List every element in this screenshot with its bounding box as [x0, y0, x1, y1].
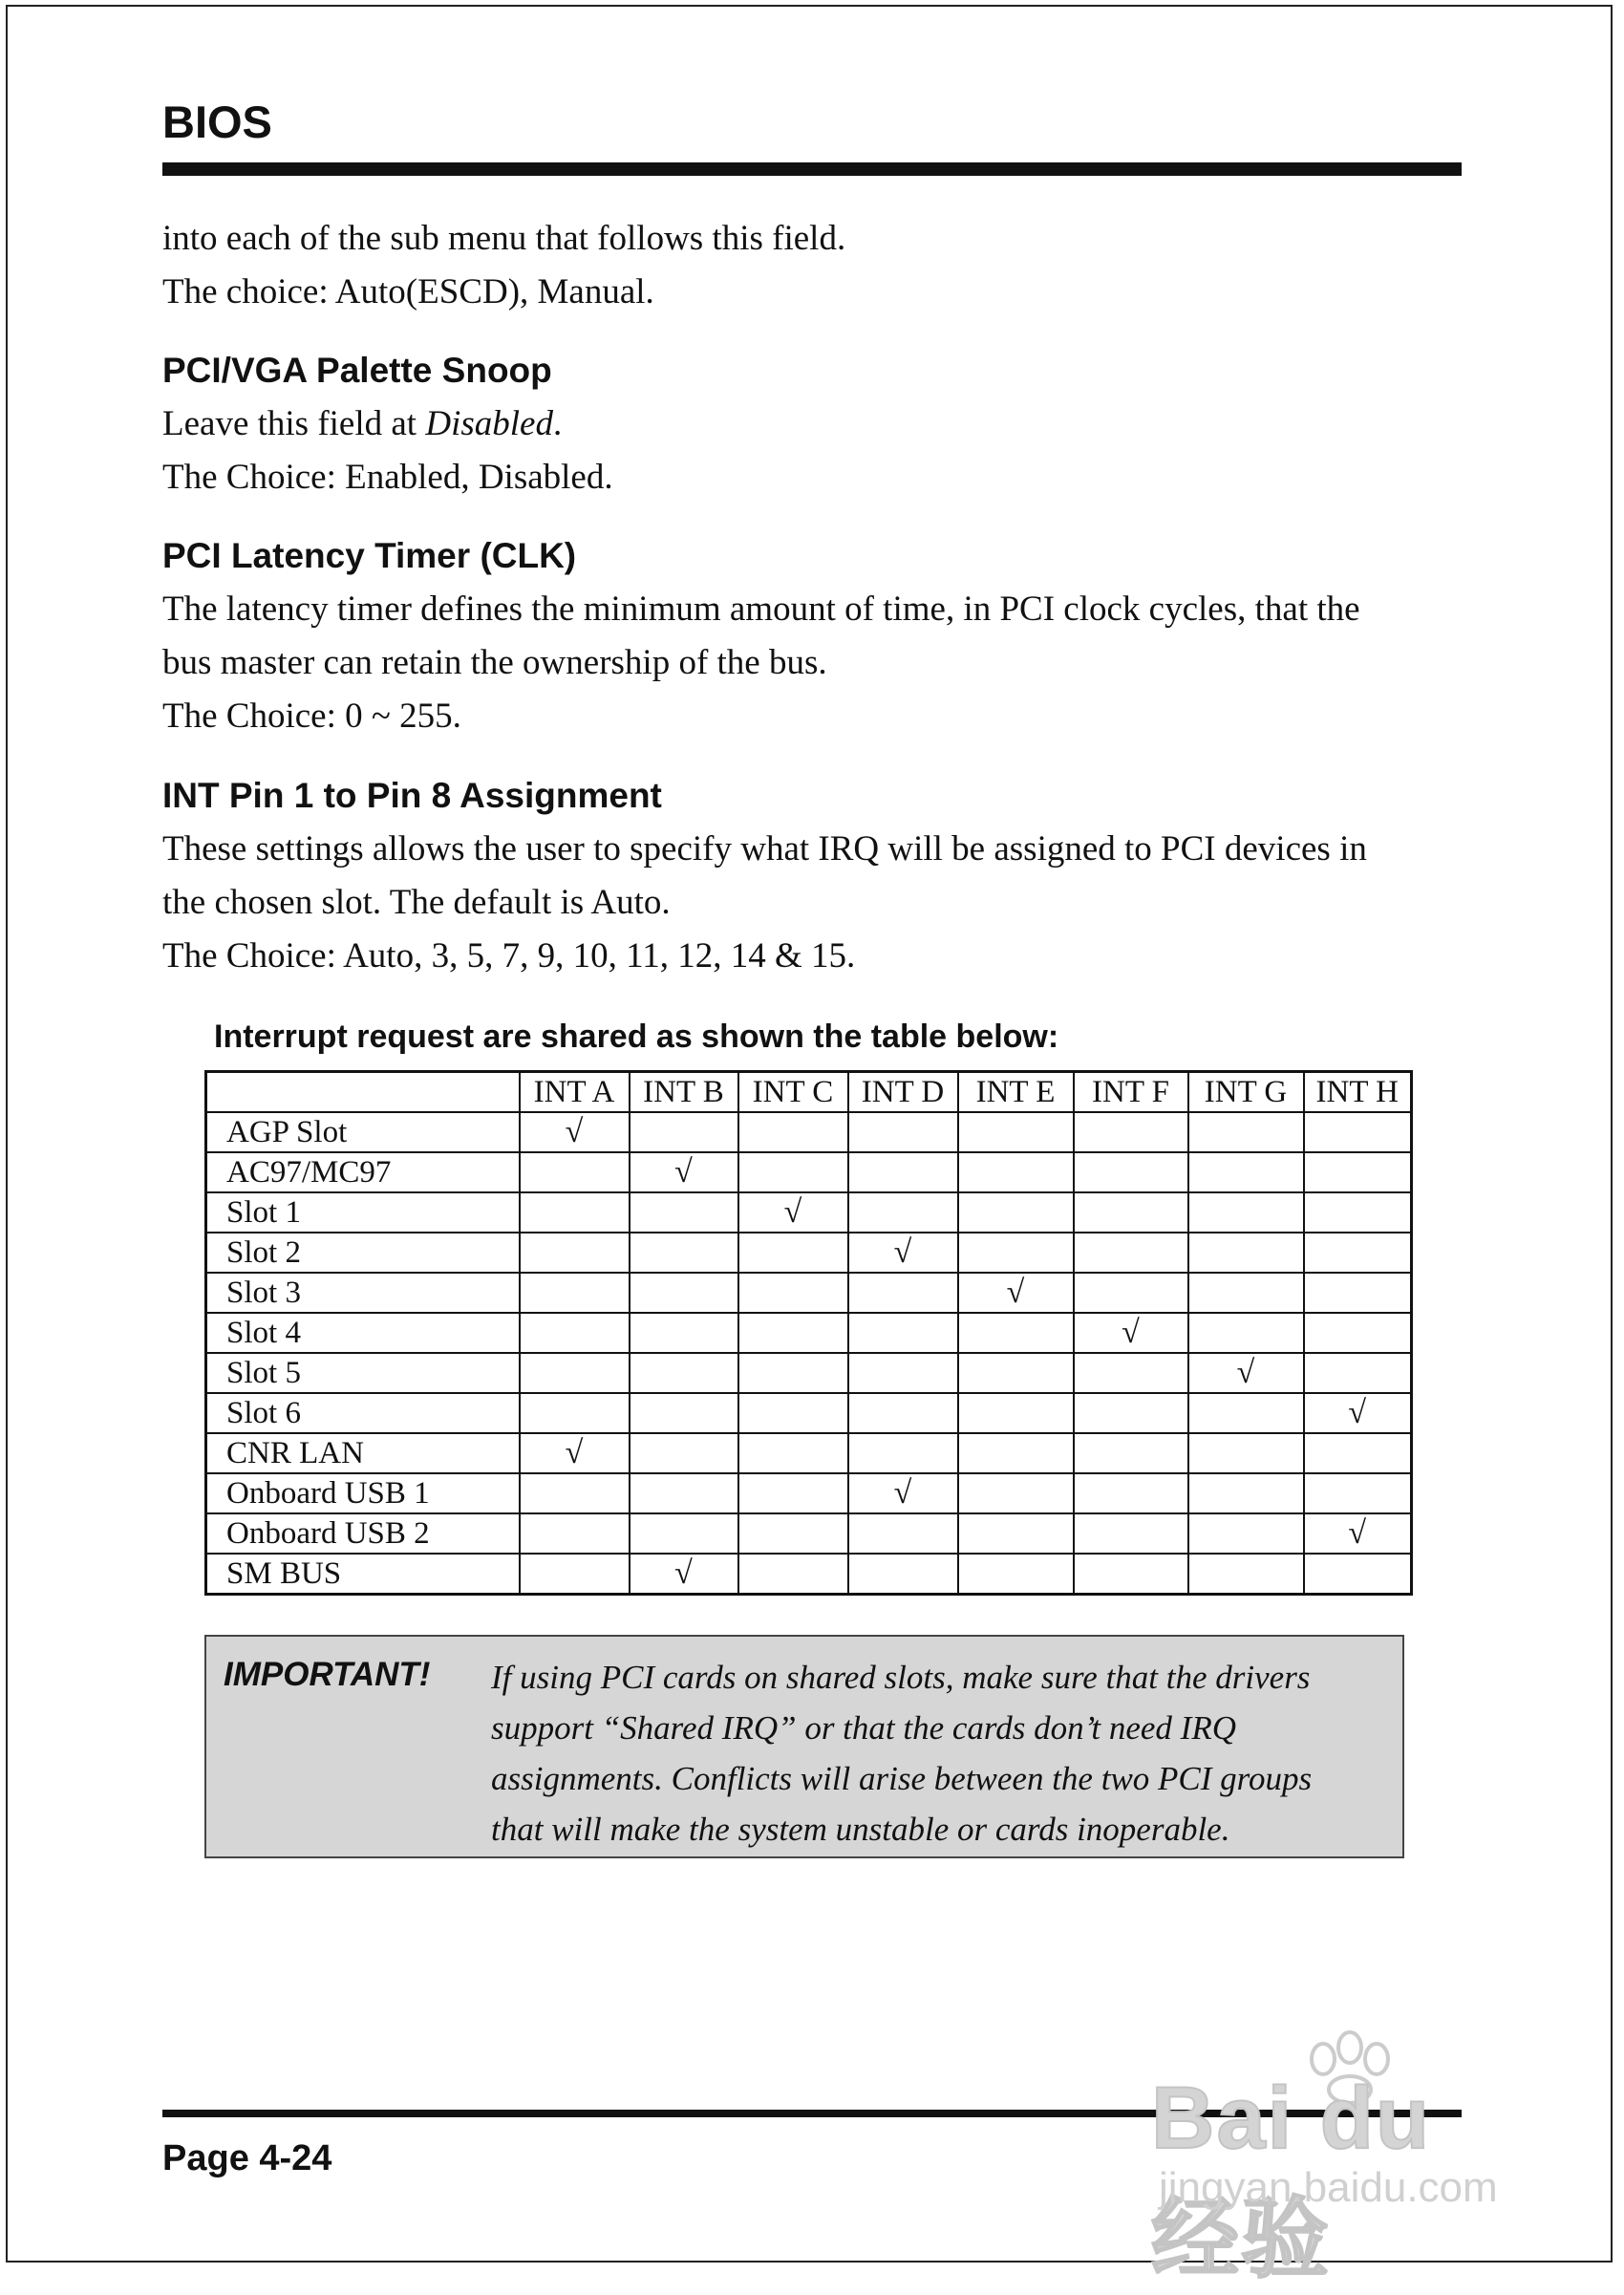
empty-cell — [1074, 1513, 1188, 1554]
empty-cell — [848, 1353, 958, 1393]
empty-cell — [630, 1192, 738, 1233]
empty-cell — [1188, 1192, 1304, 1233]
empty-cell — [1304, 1353, 1412, 1393]
empty-cell — [958, 1112, 1074, 1152]
column-header: INT F — [1074, 1072, 1188, 1113]
check-mark-cell: √ — [1188, 1353, 1304, 1393]
table-row — [206, 1353, 1412, 1393]
empty-cell — [1074, 1273, 1188, 1313]
important-line-4: that will make the system unstable or cards inoperable. — [491, 1811, 1230, 1848]
empty-cell — [848, 1433, 958, 1473]
palette-snoop-line-1-prefix: Leave this field at — [162, 404, 426, 443]
empty-cell — [848, 1152, 958, 1192]
empty-cell — [958, 1433, 1074, 1473]
page-number: Page 4-24 — [162, 2138, 332, 2178]
watermark-url: jingyan.baidu.com — [1159, 2164, 1498, 2211]
table-row — [206, 1112, 1412, 1152]
check-mark-cell: √ — [958, 1273, 1074, 1313]
device-name-cell: Onboard USB 1 — [206, 1473, 520, 1513]
empty-cell — [630, 1513, 738, 1554]
intro-line-1: into each of the sub menu that follows this field. — [162, 219, 846, 258]
check-mark-cell: √ — [520, 1433, 630, 1473]
empty-cell — [1188, 1393, 1304, 1433]
check-mark-cell: √ — [630, 1554, 738, 1595]
intro-section — [162, 212, 1471, 319]
column-header: INT D — [848, 1072, 958, 1113]
footer-rule — [162, 2110, 1462, 2117]
empty-cell — [738, 1273, 848, 1313]
empty-cell — [958, 1192, 1074, 1233]
empty-cell — [1304, 1273, 1412, 1313]
table-row — [206, 1473, 1412, 1513]
empty-cell — [1188, 1554, 1304, 1595]
empty-cell — [1188, 1152, 1304, 1192]
check-mark-cell: √ — [848, 1233, 958, 1273]
empty-cell — [958, 1353, 1074, 1393]
column-header: INT A — [520, 1072, 630, 1113]
int-pin-heading: INT Pin 1 to Pin 8 Assignment — [162, 776, 662, 815]
check-mark-cell: √ — [738, 1192, 848, 1233]
empty-cell — [958, 1473, 1074, 1513]
important-line-2: support “Shared IRQ” or that the cards don’t need IRQ — [491, 1709, 1236, 1747]
empty-cell — [848, 1513, 958, 1554]
device-name-cell: Slot 2 — [206, 1233, 520, 1273]
empty-cell — [520, 1313, 630, 1353]
empty-cell — [1074, 1473, 1188, 1513]
empty-cell — [848, 1192, 958, 1233]
empty-cell — [848, 1112, 958, 1152]
device-name-cell: Slot 1 — [206, 1192, 520, 1233]
table-caption: Interrupt request are shared as shown the table below: — [214, 1019, 1059, 1055]
empty-cell — [1074, 1192, 1188, 1233]
empty-cell — [738, 1152, 848, 1192]
empty-cell — [520, 1192, 630, 1233]
empty-cell — [520, 1513, 630, 1554]
column-header: INT E — [958, 1072, 1074, 1113]
empty-cell — [1188, 1313, 1304, 1353]
empty-cell — [1188, 1273, 1304, 1313]
empty-cell — [1304, 1233, 1412, 1273]
int-pin-line-1: These settings allows the user to specify what IRQ will be assigned to PCI devices in — [162, 829, 1367, 869]
irq-sharing-table — [204, 1070, 1413, 1596]
empty-cell — [1074, 1353, 1188, 1393]
int-pin-section — [162, 769, 1471, 983]
empty-cell — [958, 1152, 1074, 1192]
empty-cell — [1304, 1433, 1412, 1473]
column-header: INT H — [1304, 1072, 1412, 1113]
table-row — [206, 1192, 1412, 1233]
palette-snoop-section — [162, 344, 1471, 504]
empty-cell — [738, 1393, 848, 1433]
empty-cell — [630, 1313, 738, 1353]
device-name-cell: AGP Slot — [206, 1112, 520, 1152]
empty-cell — [630, 1273, 738, 1313]
empty-cell — [1074, 1152, 1188, 1192]
device-name-cell: Slot 5 — [206, 1353, 520, 1393]
device-name-cell: CNR LAN — [206, 1433, 520, 1473]
table-row — [206, 1313, 1412, 1353]
empty-cell — [738, 1233, 848, 1273]
empty-cell — [1188, 1513, 1304, 1554]
check-mark-cell: √ — [1304, 1393, 1412, 1433]
empty-cell — [958, 1393, 1074, 1433]
palette-snoop-line-2: The Choice: Enabled, Disabled. — [162, 458, 613, 497]
empty-cell — [520, 1152, 630, 1192]
empty-cell — [1304, 1152, 1412, 1192]
empty-cell — [1074, 1393, 1188, 1433]
device-name-cell: Slot 4 — [206, 1313, 520, 1353]
empty-cell — [958, 1554, 1074, 1595]
table-header-row — [206, 1072, 1412, 1113]
latency-heading: PCI Latency Timer (CLK) — [162, 536, 577, 575]
empty-cell — [1304, 1192, 1412, 1233]
latency-section — [162, 529, 1471, 743]
empty-cell — [738, 1313, 848, 1353]
latency-line-3: The Choice: 0 ~ 255. — [162, 697, 461, 736]
check-mark-cell: √ — [1074, 1313, 1188, 1353]
empty-cell — [738, 1554, 848, 1595]
check-mark-cell: √ — [520, 1112, 630, 1152]
empty-cell — [1304, 1313, 1412, 1353]
empty-cell — [958, 1233, 1074, 1273]
table-row — [206, 1233, 1412, 1273]
empty-cell — [520, 1473, 630, 1513]
empty-cell — [1074, 1554, 1188, 1595]
empty-cell — [630, 1353, 738, 1393]
empty-cell — [1188, 1112, 1304, 1152]
empty-cell — [630, 1393, 738, 1433]
empty-cell — [1304, 1112, 1412, 1152]
table-row — [206, 1433, 1412, 1473]
palette-snoop-heading: PCI/VGA Palette Snoop — [162, 351, 552, 390]
empty-cell — [520, 1554, 630, 1595]
empty-cell — [630, 1433, 738, 1473]
empty-cell — [1074, 1433, 1188, 1473]
empty-cell — [738, 1433, 848, 1473]
device-name-cell: Slot 6 — [206, 1393, 520, 1433]
intro-line-2: The choice: Auto(ESCD), Manual. — [162, 272, 654, 311]
palette-snoop-line-1 — [162, 397, 1471, 451]
empty-cell — [520, 1233, 630, 1273]
empty-cell — [1188, 1473, 1304, 1513]
empty-cell — [848, 1313, 958, 1353]
empty-cell — [1074, 1112, 1188, 1152]
latency-line-1: The latency timer defines the minimum amount of time, in PCI clock cycles, that the — [162, 590, 1360, 629]
table-row — [206, 1393, 1412, 1433]
empty-cell — [1304, 1473, 1412, 1513]
empty-cell — [958, 1513, 1074, 1554]
empty-cell — [520, 1393, 630, 1433]
check-mark-cell: √ — [848, 1473, 958, 1513]
important-note-box — [204, 1635, 1404, 1858]
empty-cell — [630, 1112, 738, 1152]
table-row — [206, 1273, 1412, 1313]
empty-cell — [848, 1554, 958, 1595]
column-header: INT G — [1188, 1072, 1304, 1113]
device-name-cell: Slot 3 — [206, 1273, 520, 1313]
table-row — [206, 1513, 1412, 1554]
empty-cell — [958, 1313, 1074, 1353]
empty-cell — [630, 1233, 738, 1273]
empty-cell — [1074, 1233, 1188, 1273]
important-label: IMPORTANT! — [224, 1656, 431, 1693]
device-name-cell: SM BUS — [206, 1554, 520, 1595]
empty-cell — [1188, 1433, 1304, 1473]
table-row — [206, 1554, 1412, 1595]
corner-cell — [206, 1072, 520, 1113]
empty-cell — [520, 1353, 630, 1393]
empty-cell — [1304, 1554, 1412, 1595]
table-row — [206, 1152, 1412, 1192]
important-line-1: If using PCI cards on shared slots, make sure that the drivers — [491, 1659, 1311, 1696]
empty-cell — [738, 1353, 848, 1393]
empty-cell — [738, 1112, 848, 1152]
empty-cell — [848, 1273, 958, 1313]
empty-cell — [520, 1273, 630, 1313]
device-name-cell: AC97/MC97 — [206, 1152, 520, 1192]
latency-line-2: bus master can retain the ownership of the bus. — [162, 643, 827, 682]
column-header: INT C — [738, 1072, 848, 1113]
empty-cell — [1188, 1233, 1304, 1273]
int-pin-line-3: The Choice: Auto, 3, 5, 7, 9, 10, 11, 12, 14 & 15. — [162, 936, 856, 976]
int-pin-line-2: the chosen slot. The default is Auto. — [162, 883, 671, 922]
empty-cell — [738, 1473, 848, 1513]
important-line-3: assignments. Conflicts will arise between the two PCI groups — [491, 1760, 1313, 1797]
empty-cell — [848, 1393, 958, 1433]
important-text — [491, 1652, 1389, 1855]
palette-snoop-default-value: Disabled — [425, 404, 553, 443]
palette-snoop-line-1-suffix: . — [552, 404, 563, 443]
empty-cell — [738, 1513, 848, 1554]
device-name-cell: Onboard USB 2 — [206, 1513, 520, 1554]
header-rule — [162, 162, 1462, 176]
empty-cell — [630, 1473, 738, 1513]
check-mark-cell: √ — [630, 1152, 738, 1192]
watermark-logo: Bai du 经验 — [1151, 2070, 1432, 2288]
check-mark-cell: √ — [1304, 1513, 1412, 1554]
column-header: INT B — [630, 1072, 738, 1113]
header-title: BIOS — [162, 97, 272, 147]
